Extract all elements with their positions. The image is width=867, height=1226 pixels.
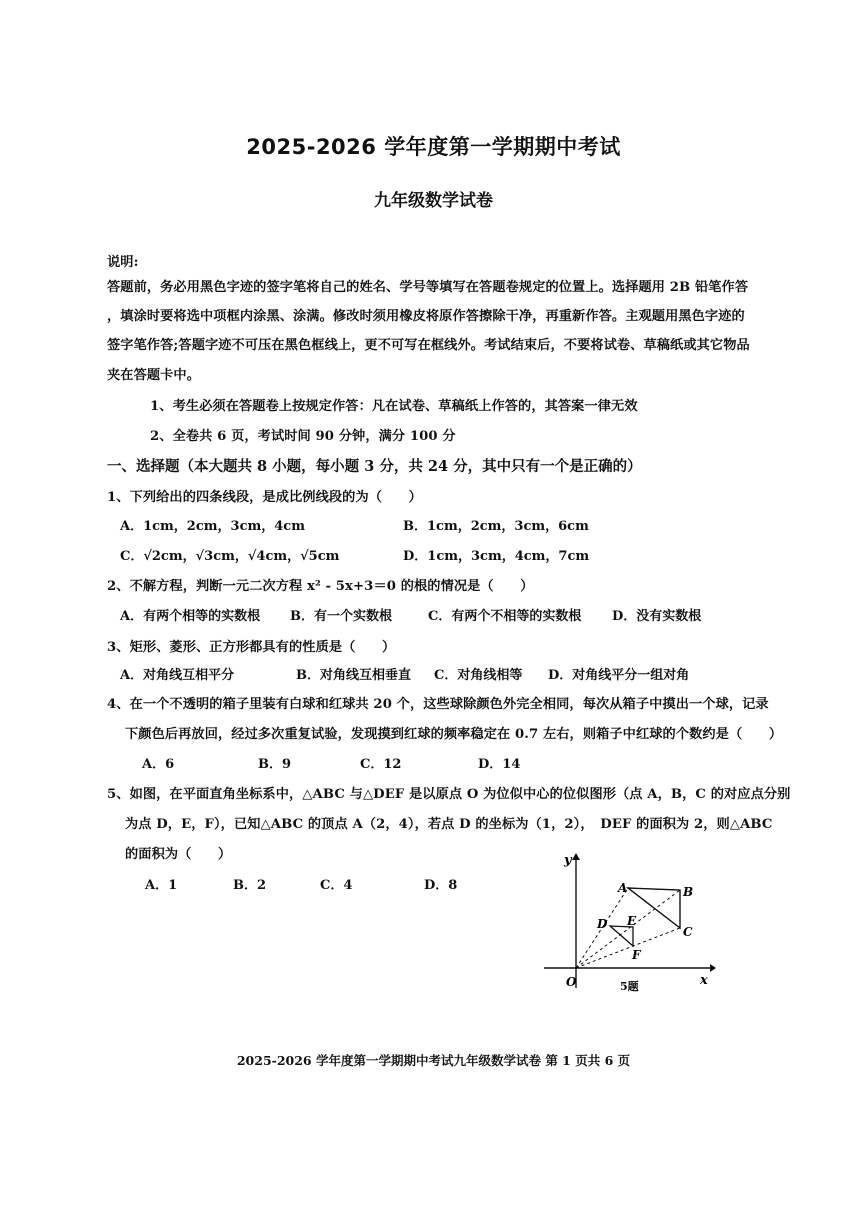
question-5-line: 为点 D，E，F），已知△ABC 的顶点 A（2，4），若点 D 的坐标为（1，2）， DEF 的面积为 2，则△ABC — [125, 817, 773, 832]
label-c: C — [683, 925, 693, 939]
label-x: x — [700, 973, 708, 988]
question-2-stem: 2、不解方程，判断一元二次方程 x² - 5x+3＝0 的根的情况是（ ） — [107, 579, 534, 594]
label-b: B — [683, 885, 694, 899]
section-title: 一、选择题（本大题共 8 小题，每小题 3 分，共 24 分，其中只有一个是正确的） — [107, 458, 642, 475]
q2-option-a: A．有两个相等的实数根 — [120, 609, 261, 624]
label-e: E — [627, 914, 637, 928]
x-axis-arrow-icon — [710, 964, 716, 972]
q5-coordinate-figure — [538, 846, 718, 996]
q4-option-a: A．6 — [142, 757, 175, 772]
page-footer: 2025-2026 学年度第一学期期中考试九年级数学试卷 第 1 页共 6 页 — [236, 1053, 631, 1068]
q5-option-a: A．1 — [145, 878, 178, 893]
question-5-line: 5、如图，在平面直角坐标系中，△ABC 与△DEF 是以原点 O 为位似中心的位似图形（点 A，B，C 的对应点分别 — [107, 787, 791, 802]
exam-title: 2025-2026 学年度第一学期期中考试 — [246, 135, 621, 159]
q4-option-d: D．14 — [478, 757, 521, 772]
figure-caption: 5题 — [620, 980, 639, 993]
q5-option-d: D．8 — [424, 878, 458, 893]
q1-option-b: B．1cm，2cm，3cm，6cm — [403, 519, 589, 534]
notes-rule: 1、考生必须在答题卷上按规定作答：凡在试卷、草稿纸上作答的，其答案一律无效 — [150, 399, 638, 414]
notes-heading: 说明: — [107, 255, 139, 270]
notes-line: 夹在答题卡中。 — [107, 368, 201, 383]
label-a: A — [618, 881, 628, 895]
q4-option-c: C．12 — [360, 757, 402, 772]
q5-option-c: C．4 — [320, 878, 353, 893]
label-o: O — [566, 975, 577, 989]
segment-df — [610, 926, 633, 946]
notes-line: 答题前，务必用黑色字迹的签字笔将自己的姓名、学号等填写在答题卷规定的位置上。选择题用 2B 铅笔作答 — [107, 280, 749, 295]
question-4-line: 4、在一个不透明的箱子里装有白球和红球共 20 个，这些球除颜色外完全相同，每次从箱子中摸出一个球，记录 — [107, 697, 769, 712]
question-1-stem: 1、下列给出的四条线段，是成比例线段的为（ ） — [107, 490, 422, 505]
notes-line: 签字笔作答;答题字迹不可压在黑色框线上，更不可写在框线外。考试结束后，不要将试卷、草稿纸或其它物品 — [107, 338, 750, 353]
q3-option-c: C．对角线相等 — [434, 668, 523, 683]
label-d: D — [597, 917, 608, 931]
notes-line: ，填涂时要将选中项框内涂黑、涂满。修改时须用橡皮将原作答擦除干净，再重新作答。主观题用黑色字迹的 — [107, 309, 745, 324]
q2-option-d: D．没有实数根 — [612, 609, 702, 624]
dashed-rays — [576, 888, 680, 968]
question-3-stem: 3、矩形、菱形、正方形都具有的性质是（ ） — [107, 640, 396, 655]
q2-option-b: B．有一个实数根 — [290, 609, 392, 624]
label-f: F — [632, 948, 641, 962]
y-axis-arrow-icon — [572, 853, 580, 860]
q3-option-d: D．对角线平分一组对角 — [548, 668, 690, 683]
q3-option-b: B．对角线互相垂直 — [296, 668, 411, 683]
label-y: y — [564, 853, 572, 868]
q3-option-a: A．对角线互相平分 — [120, 668, 235, 683]
q1-option-c: C．√2cm，√3cm，√4cm，√5cm — [120, 549, 340, 564]
q1-option-a: A．1cm，2cm，3cm，4cm — [120, 519, 305, 534]
q1-option-d: D．1cm，3cm，4cm，7cm — [403, 549, 590, 564]
notes-rule: 2、全卷共 6 页，考试时间 90 分钟，满分 100 分 — [150, 429, 456, 444]
exam-subtitle: 九年级数学试卷 — [374, 191, 493, 211]
q2-option-c: C．有两个不相等的实数根 — [428, 609, 582, 624]
q5-option-b: B．2 — [233, 878, 267, 893]
question-5-line: 的面积为（ ） — [125, 847, 232, 862]
q4-option-b: B．9 — [258, 757, 292, 772]
question-4-line: 下颜色后再放回，经过多次重复试验，发现摸到红球的频率稳定在 0.7 左右，则箱子中红球的个数约是（ ） — [125, 727, 783, 742]
